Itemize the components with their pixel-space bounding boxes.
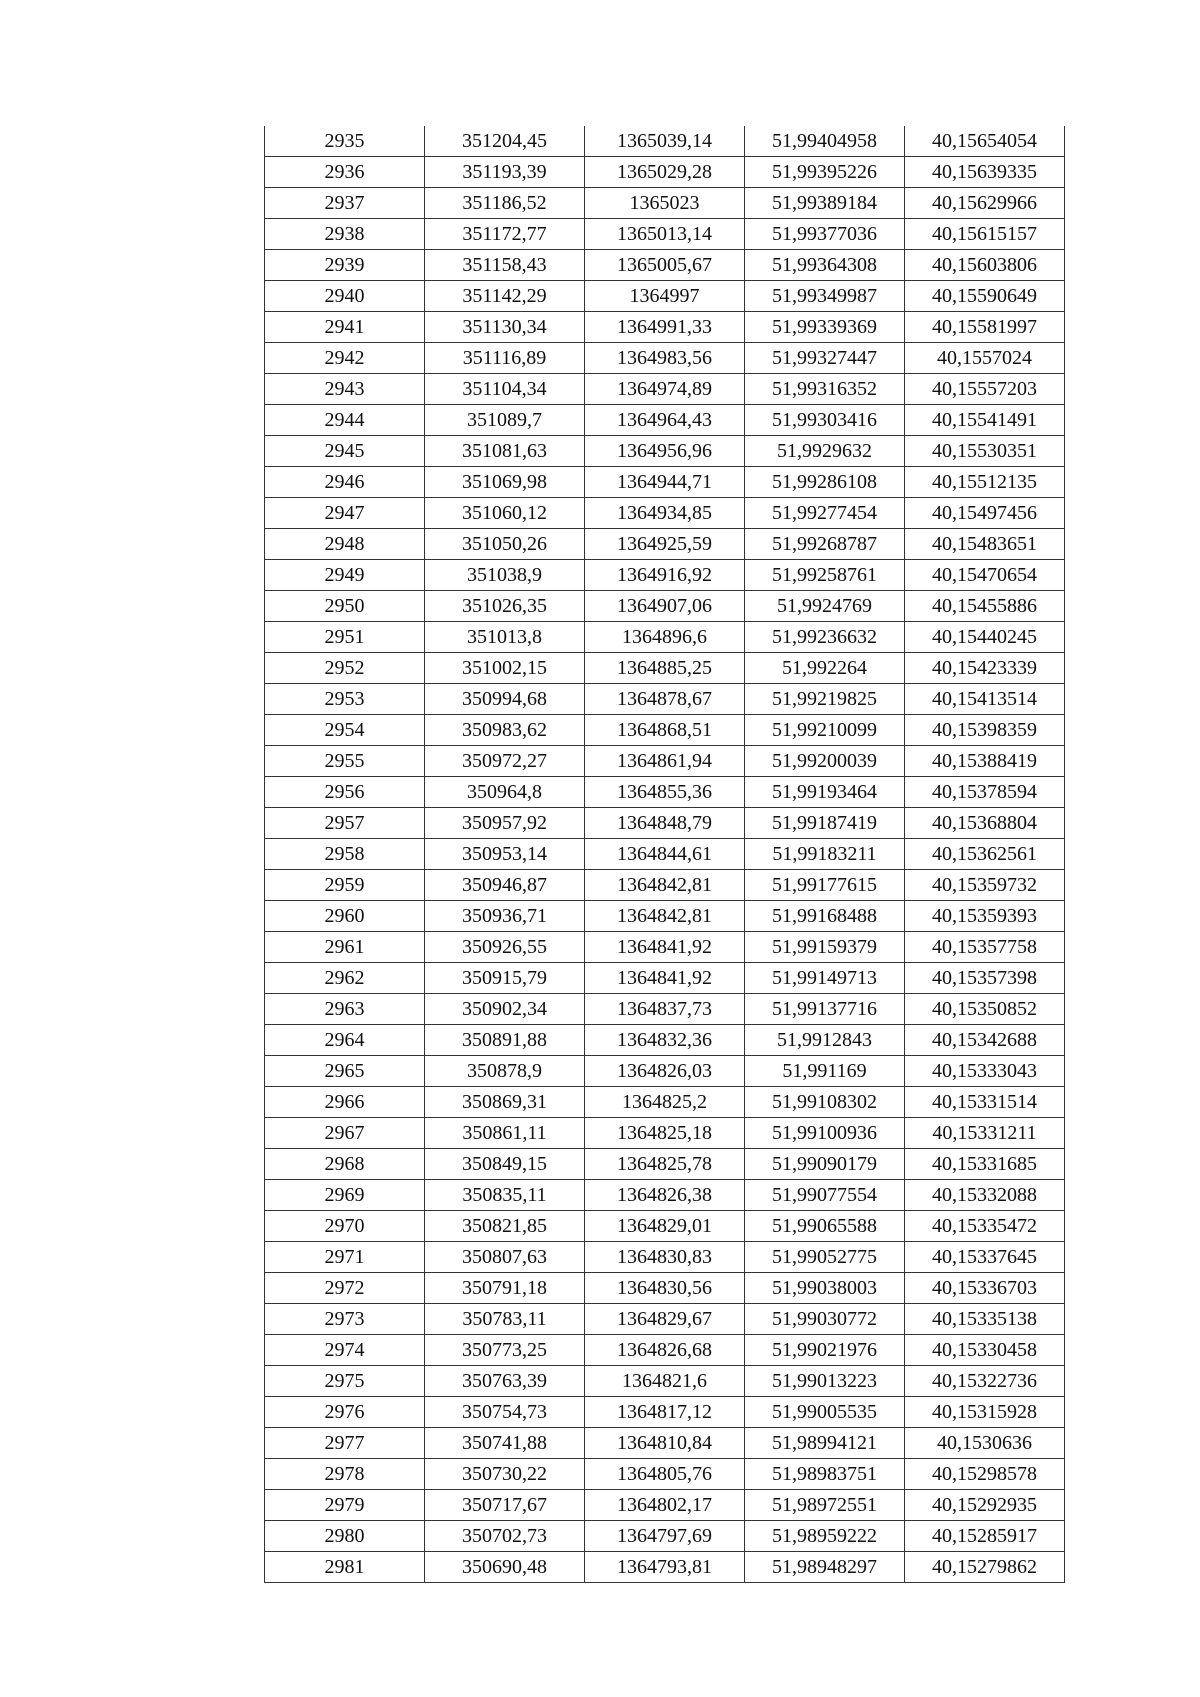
point-number-cell: 2936 <box>265 157 425 188</box>
longitude-cell: 40,15315928 <box>905 1397 1065 1428</box>
point-number-cell: 2949 <box>265 560 425 591</box>
x-coordinate-cell: 351158,43 <box>425 250 585 281</box>
y-coordinate-cell: 1364832,36 <box>585 1025 745 1056</box>
table-row <box>265 1242 1065 1273</box>
point-number-cell: 2981 <box>265 1552 425 1583</box>
point-number-cell: 2955 <box>265 746 425 777</box>
y-coordinate-cell: 1364817,12 <box>585 1397 745 1428</box>
latitude-cell: 51,99316352 <box>745 374 905 405</box>
point-number-cell: 2935 <box>265 126 425 157</box>
x-coordinate-cell: 350741,88 <box>425 1428 585 1459</box>
latitude-cell: 51,99395226 <box>745 157 905 188</box>
y-coordinate-cell: 1364825,18 <box>585 1118 745 1149</box>
point-number-cell: 2976 <box>265 1397 425 1428</box>
latitude-cell: 51,9924769 <box>745 591 905 622</box>
longitude-cell: 40,15298578 <box>905 1459 1065 1490</box>
x-coordinate-cell: 350902,34 <box>425 994 585 1025</box>
y-coordinate-cell: 1364825,2 <box>585 1087 745 1118</box>
point-number-cell: 2979 <box>265 1490 425 1521</box>
longitude-cell: 40,15335138 <box>905 1304 1065 1335</box>
longitude-cell: 40,15455886 <box>905 591 1065 622</box>
point-number-cell: 2958 <box>265 839 425 870</box>
table-row <box>265 219 1065 250</box>
table-row <box>265 808 1065 839</box>
longitude-cell: 40,15359393 <box>905 901 1065 932</box>
latitude-cell: 51,99183211 <box>745 839 905 870</box>
latitude-cell: 51,99090179 <box>745 1149 905 1180</box>
y-coordinate-cell: 1364925,59 <box>585 529 745 560</box>
longitude-cell: 40,15388419 <box>905 746 1065 777</box>
point-number-cell: 2978 <box>265 1459 425 1490</box>
longitude-cell: 40,15423339 <box>905 653 1065 684</box>
longitude-cell: 40,15350852 <box>905 994 1065 1025</box>
longitude-cell: 40,15368804 <box>905 808 1065 839</box>
y-coordinate-cell: 1365023 <box>585 188 745 219</box>
x-coordinate-cell: 351060,12 <box>425 498 585 529</box>
latitude-cell: 51,99219825 <box>745 684 905 715</box>
latitude-cell: 51,99177615 <box>745 870 905 901</box>
latitude-cell: 51,99005535 <box>745 1397 905 1428</box>
y-coordinate-cell: 1364793,81 <box>585 1552 745 1583</box>
point-number-cell: 2942 <box>265 343 425 374</box>
longitude-cell: 40,15357398 <box>905 963 1065 994</box>
table-row <box>265 1490 1065 1521</box>
latitude-cell: 51,99149713 <box>745 963 905 994</box>
point-number-cell: 2953 <box>265 684 425 715</box>
latitude-cell: 51,98994121 <box>745 1428 905 1459</box>
longitude-cell: 40,15639335 <box>905 157 1065 188</box>
y-coordinate-cell: 1364964,43 <box>585 405 745 436</box>
x-coordinate-cell: 350953,14 <box>425 839 585 870</box>
table-row <box>265 312 1065 343</box>
longitude-cell: 40,15483651 <box>905 529 1065 560</box>
point-number-cell: 2951 <box>265 622 425 653</box>
point-number-cell: 2969 <box>265 1180 425 1211</box>
latitude-cell: 51,99404958 <box>745 126 905 157</box>
point-number-cell: 2972 <box>265 1273 425 1304</box>
longitude-cell: 40,15359732 <box>905 870 1065 901</box>
x-coordinate-cell: 350754,73 <box>425 1397 585 1428</box>
longitude-cell: 40,15512135 <box>905 467 1065 498</box>
point-number-cell: 2968 <box>265 1149 425 1180</box>
x-coordinate-cell: 350835,11 <box>425 1180 585 1211</box>
x-coordinate-cell: 351142,29 <box>425 281 585 312</box>
table-row <box>265 1273 1065 1304</box>
latitude-cell: 51,99168488 <box>745 901 905 932</box>
point-number-cell: 2943 <box>265 374 425 405</box>
longitude-cell: 40,15337645 <box>905 1242 1065 1273</box>
table-row <box>265 405 1065 436</box>
point-number-cell: 2946 <box>265 467 425 498</box>
longitude-cell: 40,15590649 <box>905 281 1065 312</box>
y-coordinate-cell: 1365039,14 <box>585 126 745 157</box>
x-coordinate-cell: 350972,27 <box>425 746 585 777</box>
x-coordinate-cell: 351089,7 <box>425 405 585 436</box>
table-row <box>265 374 1065 405</box>
longitude-cell: 40,15342688 <box>905 1025 1065 1056</box>
y-coordinate-cell: 1365029,28 <box>585 157 745 188</box>
table-row <box>265 1335 1065 1366</box>
point-number-cell: 2961 <box>265 932 425 963</box>
x-coordinate-cell: 351013,8 <box>425 622 585 653</box>
latitude-cell: 51,99377036 <box>745 219 905 250</box>
point-number-cell: 2940 <box>265 281 425 312</box>
y-coordinate-cell: 1364983,56 <box>585 343 745 374</box>
x-coordinate-cell: 350773,25 <box>425 1335 585 1366</box>
table-row <box>265 1366 1065 1397</box>
longitude-cell: 40,15362561 <box>905 839 1065 870</box>
y-coordinate-cell: 1364934,85 <box>585 498 745 529</box>
x-coordinate-cell: 350730,22 <box>425 1459 585 1490</box>
latitude-cell: 51,98983751 <box>745 1459 905 1490</box>
longitude-cell: 40,15333043 <box>905 1056 1065 1087</box>
point-number-cell: 2975 <box>265 1366 425 1397</box>
x-coordinate-cell: 350915,79 <box>425 963 585 994</box>
latitude-cell: 51,99364308 <box>745 250 905 281</box>
latitude-cell: 51,99052775 <box>745 1242 905 1273</box>
longitude-cell: 40,15331211 <box>905 1118 1065 1149</box>
longitude-cell: 40,15357758 <box>905 932 1065 963</box>
point-number-cell: 2960 <box>265 901 425 932</box>
y-coordinate-cell: 1364868,51 <box>585 715 745 746</box>
latitude-cell: 51,99327447 <box>745 343 905 374</box>
x-coordinate-cell: 351002,15 <box>425 653 585 684</box>
longitude-cell: 40,15331514 <box>905 1087 1065 1118</box>
longitude-cell: 40,15378594 <box>905 777 1065 808</box>
x-coordinate-cell: 351069,98 <box>425 467 585 498</box>
latitude-cell: 51,99200039 <box>745 746 905 777</box>
x-coordinate-cell: 350821,85 <box>425 1211 585 1242</box>
latitude-cell: 51,99339369 <box>745 312 905 343</box>
x-coordinate-cell: 351130,34 <box>425 312 585 343</box>
point-number-cell: 2962 <box>265 963 425 994</box>
latitude-cell: 51,99268787 <box>745 529 905 560</box>
point-number-cell: 2971 <box>265 1242 425 1273</box>
point-number-cell: 2939 <box>265 250 425 281</box>
y-coordinate-cell: 1364826,03 <box>585 1056 745 1087</box>
x-coordinate-cell: 350849,15 <box>425 1149 585 1180</box>
y-coordinate-cell: 1364821,6 <box>585 1366 745 1397</box>
x-coordinate-cell: 350878,9 <box>425 1056 585 1087</box>
latitude-cell: 51,99077554 <box>745 1180 905 1211</box>
longitude-cell: 40,15398359 <box>905 715 1065 746</box>
table-row <box>265 1521 1065 1552</box>
point-number-cell: 2959 <box>265 870 425 901</box>
longitude-cell: 40,15330458 <box>905 1335 1065 1366</box>
y-coordinate-cell: 1364802,17 <box>585 1490 745 1521</box>
table-row <box>265 1459 1065 1490</box>
x-coordinate-cell: 350891,88 <box>425 1025 585 1056</box>
table-row <box>265 901 1065 932</box>
latitude-cell: 51,99137716 <box>745 994 905 1025</box>
latitude-cell: 51,99193464 <box>745 777 905 808</box>
point-number-cell: 2937 <box>265 188 425 219</box>
y-coordinate-cell: 1364896,6 <box>585 622 745 653</box>
point-number-cell: 2973 <box>265 1304 425 1335</box>
table-row <box>265 684 1065 715</box>
y-coordinate-cell: 1364842,81 <box>585 901 745 932</box>
x-coordinate-cell: 351104,34 <box>425 374 585 405</box>
y-coordinate-cell: 1364844,61 <box>585 839 745 870</box>
point-number-cell: 2956 <box>265 777 425 808</box>
longitude-cell: 40,15530351 <box>905 436 1065 467</box>
x-coordinate-cell: 350869,31 <box>425 1087 585 1118</box>
table-row <box>265 343 1065 374</box>
point-number-cell: 2977 <box>265 1428 425 1459</box>
table-row <box>265 622 1065 653</box>
x-coordinate-cell: 350957,92 <box>425 808 585 839</box>
y-coordinate-cell: 1364944,71 <box>585 467 745 498</box>
latitude-cell: 51,99210099 <box>745 715 905 746</box>
latitude-cell: 51,99013223 <box>745 1366 905 1397</box>
longitude-cell: 40,15413514 <box>905 684 1065 715</box>
point-number-cell: 2950 <box>265 591 425 622</box>
latitude-cell: 51,99349987 <box>745 281 905 312</box>
table-row <box>265 188 1065 219</box>
latitude-cell: 51,9929632 <box>745 436 905 467</box>
point-number-cell: 2938 <box>265 219 425 250</box>
y-coordinate-cell: 1365005,67 <box>585 250 745 281</box>
y-coordinate-cell: 1364916,92 <box>585 560 745 591</box>
latitude-cell: 51,99303416 <box>745 405 905 436</box>
latitude-cell: 51,98972551 <box>745 1490 905 1521</box>
longitude-cell: 40,15581997 <box>905 312 1065 343</box>
table-row <box>265 777 1065 808</box>
longitude-cell: 40,15557203 <box>905 374 1065 405</box>
table-row <box>265 529 1065 560</box>
longitude-cell: 40,15541491 <box>905 405 1065 436</box>
x-coordinate-cell: 350702,73 <box>425 1521 585 1552</box>
latitude-cell: 51,99187419 <box>745 808 905 839</box>
x-coordinate-cell: 351081,63 <box>425 436 585 467</box>
table-row <box>265 1428 1065 1459</box>
y-coordinate-cell: 1364997 <box>585 281 745 312</box>
y-coordinate-cell: 1364974,89 <box>585 374 745 405</box>
point-number-cell: 2948 <box>265 529 425 560</box>
point-number-cell: 2954 <box>265 715 425 746</box>
point-number-cell: 2945 <box>265 436 425 467</box>
latitude-cell: 51,99038003 <box>745 1273 905 1304</box>
y-coordinate-cell: 1364841,92 <box>585 963 745 994</box>
longitude-cell: 40,15292935 <box>905 1490 1065 1521</box>
x-coordinate-cell: 350783,11 <box>425 1304 585 1335</box>
latitude-cell: 51,98948297 <box>745 1552 905 1583</box>
point-number-cell: 2970 <box>265 1211 425 1242</box>
latitude-cell: 51,99277454 <box>745 498 905 529</box>
longitude-cell: 40,15331685 <box>905 1149 1065 1180</box>
x-coordinate-cell: 350791,18 <box>425 1273 585 1304</box>
table-row <box>265 715 1065 746</box>
y-coordinate-cell: 1364810,84 <box>585 1428 745 1459</box>
point-number-cell: 2974 <box>265 1335 425 1366</box>
y-coordinate-cell: 1364829,67 <box>585 1304 745 1335</box>
point-number-cell: 2947 <box>265 498 425 529</box>
latitude-cell: 51,99021976 <box>745 1335 905 1366</box>
table-row <box>265 436 1065 467</box>
x-coordinate-cell: 351116,89 <box>425 343 585 374</box>
y-coordinate-cell: 1364829,01 <box>585 1211 745 1242</box>
longitude-cell: 40,15335472 <box>905 1211 1065 1242</box>
y-coordinate-cell: 1364861,94 <box>585 746 745 777</box>
latitude-cell: 51,991169 <box>745 1056 905 1087</box>
longitude-cell: 40,15332088 <box>905 1180 1065 1211</box>
latitude-cell: 51,99108302 <box>745 1087 905 1118</box>
longitude-cell: 40,15615157 <box>905 219 1065 250</box>
table-row <box>265 1180 1065 1211</box>
table-row <box>265 1397 1065 1428</box>
table-row <box>265 157 1065 188</box>
latitude-cell: 51,99065588 <box>745 1211 905 1242</box>
longitude-cell: 40,15603806 <box>905 250 1065 281</box>
y-coordinate-cell: 1364956,96 <box>585 436 745 467</box>
coordinates-table <box>264 126 1065 1583</box>
table-row <box>265 1056 1065 1087</box>
table-row <box>265 1087 1065 1118</box>
latitude-cell: 51,99236632 <box>745 622 905 653</box>
longitude-cell: 40,15322736 <box>905 1366 1065 1397</box>
table-row <box>265 1118 1065 1149</box>
longitude-cell: 40,1530636 <box>905 1428 1065 1459</box>
table-row <box>265 126 1065 157</box>
x-coordinate-cell: 351050,26 <box>425 529 585 560</box>
y-coordinate-cell: 1364825,78 <box>585 1149 745 1180</box>
x-coordinate-cell: 350983,62 <box>425 715 585 746</box>
y-coordinate-cell: 1364907,06 <box>585 591 745 622</box>
longitude-cell: 40,15654054 <box>905 126 1065 157</box>
table-row <box>265 1304 1065 1335</box>
y-coordinate-cell: 1364830,56 <box>585 1273 745 1304</box>
point-number-cell: 2966 <box>265 1087 425 1118</box>
longitude-cell: 40,1557024 <box>905 343 1065 374</box>
table-row <box>265 746 1065 777</box>
x-coordinate-cell: 350690,48 <box>425 1552 585 1583</box>
latitude-cell: 51,99030772 <box>745 1304 905 1335</box>
point-number-cell: 2967 <box>265 1118 425 1149</box>
x-coordinate-cell: 350946,87 <box>425 870 585 901</box>
x-coordinate-cell: 351186,52 <box>425 188 585 219</box>
table-row <box>265 281 1065 312</box>
y-coordinate-cell: 1364841,92 <box>585 932 745 963</box>
longitude-cell: 40,15279862 <box>905 1552 1065 1583</box>
x-coordinate-cell: 350861,11 <box>425 1118 585 1149</box>
table-row <box>265 839 1065 870</box>
longitude-cell: 40,15470654 <box>905 560 1065 591</box>
x-coordinate-cell: 350807,63 <box>425 1242 585 1273</box>
y-coordinate-cell: 1364826,38 <box>585 1180 745 1211</box>
table-row <box>265 1025 1065 1056</box>
table-row <box>265 467 1065 498</box>
latitude-cell: 51,9912843 <box>745 1025 905 1056</box>
point-number-cell: 2964 <box>265 1025 425 1056</box>
longitude-cell: 40,15497456 <box>905 498 1065 529</box>
y-coordinate-cell: 1364991,33 <box>585 312 745 343</box>
latitude-cell: 51,99258761 <box>745 560 905 591</box>
longitude-cell: 40,15629966 <box>905 188 1065 219</box>
y-coordinate-cell: 1364842,81 <box>585 870 745 901</box>
x-coordinate-cell: 351026,35 <box>425 591 585 622</box>
latitude-cell: 51,99100936 <box>745 1118 905 1149</box>
x-coordinate-cell: 350763,39 <box>425 1366 585 1397</box>
table-row <box>265 560 1065 591</box>
latitude-cell: 51,992264 <box>745 653 905 684</box>
point-number-cell: 2965 <box>265 1056 425 1087</box>
table-row <box>265 1552 1065 1583</box>
x-coordinate-cell: 350964,8 <box>425 777 585 808</box>
y-coordinate-cell: 1364885,25 <box>585 653 745 684</box>
y-coordinate-cell: 1364837,73 <box>585 994 745 1025</box>
y-coordinate-cell: 1364826,68 <box>585 1335 745 1366</box>
table-row <box>265 1211 1065 1242</box>
y-coordinate-cell: 1364878,67 <box>585 684 745 715</box>
y-coordinate-cell: 1364830,83 <box>585 1242 745 1273</box>
y-coordinate-cell: 1365013,14 <box>585 219 745 250</box>
point-number-cell: 2957 <box>265 808 425 839</box>
longitude-cell: 40,15285917 <box>905 1521 1065 1552</box>
point-number-cell: 2944 <box>265 405 425 436</box>
table-row <box>265 994 1065 1025</box>
longitude-cell: 40,15440245 <box>905 622 1065 653</box>
coordinates-table-body <box>265 126 1065 1583</box>
y-coordinate-cell: 1364805,76 <box>585 1459 745 1490</box>
y-coordinate-cell: 1364855,36 <box>585 777 745 808</box>
table-row <box>265 963 1065 994</box>
longitude-cell: 40,15336703 <box>905 1273 1065 1304</box>
table-row <box>265 250 1065 281</box>
point-number-cell: 2941 <box>265 312 425 343</box>
x-coordinate-cell: 350926,55 <box>425 932 585 963</box>
x-coordinate-cell: 350717,67 <box>425 1490 585 1521</box>
x-coordinate-cell: 351172,77 <box>425 219 585 250</box>
latitude-cell: 51,99286108 <box>745 467 905 498</box>
y-coordinate-cell: 1364848,79 <box>585 808 745 839</box>
latitude-cell: 51,98959222 <box>745 1521 905 1552</box>
x-coordinate-cell: 350994,68 <box>425 684 585 715</box>
table-row <box>265 498 1065 529</box>
table-row <box>265 870 1065 901</box>
table-row <box>265 591 1065 622</box>
point-number-cell: 2980 <box>265 1521 425 1552</box>
y-coordinate-cell: 1364797,69 <box>585 1521 745 1552</box>
x-coordinate-cell: 350936,71 <box>425 901 585 932</box>
x-coordinate-cell: 351038,9 <box>425 560 585 591</box>
latitude-cell: 51,99159379 <box>745 932 905 963</box>
x-coordinate-cell: 351193,39 <box>425 157 585 188</box>
table-row <box>265 1149 1065 1180</box>
latitude-cell: 51,99389184 <box>745 188 905 219</box>
x-coordinate-cell: 351204,45 <box>425 126 585 157</box>
table-row <box>265 932 1065 963</box>
point-number-cell: 2952 <box>265 653 425 684</box>
table-row <box>265 653 1065 684</box>
point-number-cell: 2963 <box>265 994 425 1025</box>
